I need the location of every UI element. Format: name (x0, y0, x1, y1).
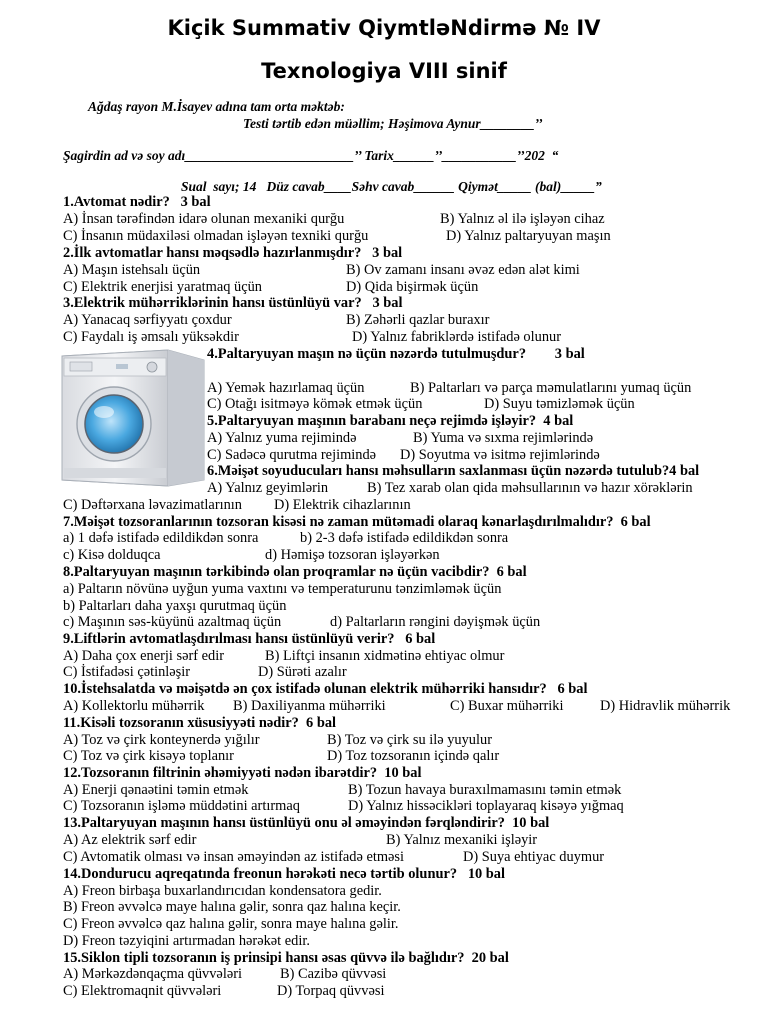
washing-machine-image (56, 346, 206, 488)
q13-option-a: A) Az elektrik sərf edir (63, 832, 197, 848)
q7-option-c: c) Kisə dolduqca (63, 547, 161, 563)
question-3: 3.Elektrik mühərriklərinin hansı üstünlüyü var? 3 bal (63, 295, 403, 311)
q12-option-a: A) Enerji qənaətini təmin etmək (63, 782, 249, 798)
q15-option-d: D) Torpaq qüvvəsi (277, 983, 385, 999)
question-4: 4.Paltaryuyan maşın nə üçün nəzərdə tutulmuşdur? 3 bal (207, 346, 585, 362)
q1-option-b: B) Yalnız əl ilə işləyən cihaz (440, 211, 605, 227)
q6-option-c: C) Dəftərxana ləvazimatlarının (63, 497, 242, 513)
q6-option-d: D) Elektrik cihazlarının (274, 497, 411, 513)
question-5: 5.Paltaryuyan maşının barabanı neçə rejimdə işləyir? 4 bal (207, 413, 574, 429)
page-subtitle: Texnologiya VIII sinif (261, 59, 507, 83)
q4-option-a: A) Yemək hazırlamaq üçün (207, 380, 365, 396)
q6-option-a: A) Yalnız geyimlərin (207, 480, 329, 496)
q12-option-b: B) Tozun havaya buraxılmamasını təmin etmək (348, 782, 622, 798)
q15-option-a: A) Mərkəzdənqaçma qüvvələri (63, 966, 242, 982)
q7-option-d: d) Həmişə tozsoran işləyərkən (265, 547, 440, 563)
q9-option-c: C) İstifadəsi çətinləşir (63, 664, 191, 680)
q10-option-b: B) Daxiliyanma mühərriki (233, 698, 386, 714)
q3-option-b: B) Zəhərli qazlar buraxır (346, 312, 490, 328)
q7-option-a: a) 1 dəfə istifadə edildikdən sonra (63, 530, 259, 546)
question-2: 2.İlk avtomatlar hansı məqsədlə hazırlanmışdır? 3 bal (63, 245, 403, 261)
q2-option-b: B) Ov zamanı insanı əvəz edən alət kimi (346, 262, 580, 278)
q10-option-a: A) Kollektorlu mühərrik (63, 698, 205, 714)
q6-option-b: B) Tez xarab olan qida məhsullarının və hazır xörəklərin (367, 480, 693, 496)
q8-option-a: a) Paltarın növünə uyğun yuma vaxtını və temperaturunu tənzimləmək üçün (63, 581, 502, 597)
student-line: Şagirdin ad və soy adı_________________________’’ Tarix______’’___________’’202 “ (63, 148, 559, 163)
question-8: 8.Paltaryuyan maşının tərkibində olan proqramlar nə üçün vacibdir? 6 bal (63, 564, 527, 580)
q14-option-b: B) Freon əvvəlcə maye halına gəlir, sonra qaz halına keçir. (63, 899, 401, 915)
score-line: Sual sayı; 14 Düz cavab____Səhv cavab______ Qiymət_____ (bal)_____” (181, 179, 602, 194)
question-15: 15.Siklon tipli tozsoranın iş prinsipi hansı əsas qüvvə ilə bağlıdır? 20 bal (63, 950, 509, 966)
q3-option-d: D) Yalnız fabriklərdə istifadə olunur (352, 329, 562, 345)
question-14: 14.Dondurucu aqreqatında freonun hərəkəti necə tərtib olunur? 10 bal (63, 866, 506, 882)
q14-option-c: C) Freon əvvəlcə qaz halına gəlir, sonra maye halına gəlir. (63, 916, 399, 932)
q1-option-c: C) İnsanın müdaxiləsi olmadan işləyən texniki qurğu (63, 228, 369, 244)
question-10: 10.İstehsalatda və məişətdə ən çox istifadə olunan elektrik mühərriki hansıdır? 6 bal (63, 681, 588, 697)
q12-option-d: D) Yalnız hissəcikləri toplayaraq kisəyə yığmaq (348, 798, 624, 814)
q4-option-c: C) Otağı isitməyə kömək etmək üçün (207, 396, 423, 412)
q3-option-a: A) Yanacaq sərfiyyatı çoxdur (63, 312, 232, 328)
question-6: 6.Məişət soyuducuları hansı məhsulların saxlanması üçün nəzərdə tutulub?4 bal (207, 463, 700, 479)
q4-option-b: B) Paltarları və parça məmulatlarını yumaq üçün (410, 380, 692, 396)
question-9: 9.Liftlərin avtomatlaşdırılması hansı üstünlüyü verir? 6 bal (63, 631, 436, 647)
question-13: 13.Paltaryuyan maşının hansı üstünlüyü onu əl əməyindən fərqləndirir? 10 bal (63, 815, 550, 831)
q9-option-b: B) Liftçi insanın xidmətinə ehtiyac olmur (265, 648, 505, 664)
q8-option-d: d) Paltarların rəngini dəyişmək üçün (330, 614, 541, 630)
q13-option-d: D) Suya ehtiyac duymur (463, 849, 605, 865)
q8-option-b: b) Paltarları daha yaxşı qurutmaq üçün (63, 598, 287, 614)
q9-option-a: A) Daha çox enerji sərf edir (63, 648, 225, 664)
q10-option-c: C) Buxar mühərriki (450, 698, 564, 714)
q8-option-c: c) Maşının səs-küyünü azaltmaq üçün (63, 614, 282, 630)
q10-option-d: D) Hidravlik mühərrik (600, 698, 731, 714)
q2-option-a: A) Maşın istehsalı üçün (63, 262, 201, 278)
q15-option-b: B) Cazibə qüvvəsi (280, 966, 387, 982)
q1-option-a: A) İnsan tərəfindən idarə olunan mexaniki qurğu (63, 211, 345, 227)
question-7: 7.Məişət tozsoranlarının tozsoran kisəsi nə zaman mütəmadi olaraq kənarlaşdırılmalıdır? 6 bal (63, 514, 651, 530)
q11-option-c: C) Toz və çirk kisəyə toplanır (63, 748, 234, 764)
school-name: Ağdaş rayon M.İsayev adına tam orta məktəb: (88, 99, 345, 114)
q3-option-c: C) Faydalı iş əmsalı yüksəkdir (63, 329, 239, 345)
q14-option-d: D) Freon təzyiqini artırmadan hərəkət edir. (63, 933, 310, 949)
question-1: 1.Avtomat nədir? 3 bal (63, 194, 211, 210)
q4-option-d: D) Suyu təmizləmək üçün (484, 396, 635, 412)
q9-option-d: D) Sürəti azalır (258, 664, 347, 680)
q13-option-c: C) Avtomatik olması və insan əməyindən az istifadə etməsi (63, 849, 405, 865)
page-title: Kiçik Summativ QiymtləNdirmə № IV (167, 16, 601, 40)
q5-option-a: A) Yalnız yuma rejimində (207, 430, 357, 446)
teacher-line: Testi tərtib edən müəllim; Həşimova Aynur________’’ (243, 116, 543, 131)
q14-option-a: A) Freon birbaşa buxarlandırıcıdan kondensatora gedir. (63, 883, 382, 899)
q15-option-c: C) Elektromaqnit qüvvələri (63, 983, 222, 999)
question-12: 12.Tozsoranın filtrinin əhəmiyyəti nədən ibarətdir? 10 bal (63, 765, 422, 781)
q5-option-c: C) Sadəcə qurutma rejimində (207, 447, 377, 463)
q2-option-d: D) Qida bişirmək üçün (346, 279, 479, 295)
question-11: 11.Kisəli tozsoranın xüsusiyyəti nədir? 6 bal (63, 715, 337, 731)
q2-option-c: C) Elektrik enerjisi yaratmaq üçün (63, 279, 263, 295)
q11-option-b: B) Toz və çirk su ilə yuyulur (327, 732, 492, 748)
q7-option-b: b) 2-3 dəfə istifadə edildikdən sonra (300, 530, 509, 546)
q1-option-d: D) Yalnız paltaryuyan maşın (446, 228, 611, 244)
q13-option-b: B) Yalnız mexaniki işləyir (386, 832, 538, 848)
q5-option-d: D) Soyutma və isitmə rejimlərində (400, 447, 600, 463)
q5-option-b: B) Yuma və sıxma rejimlərində (413, 430, 594, 446)
q11-option-d: D) Toz tozsoranın içində qalır (327, 748, 500, 764)
q11-option-a: A) Toz və çirk konteynerdə yığılır (63, 732, 260, 748)
q12-option-c: C) Tozsoranın işləmə müddətini artırmaq (63, 798, 300, 814)
